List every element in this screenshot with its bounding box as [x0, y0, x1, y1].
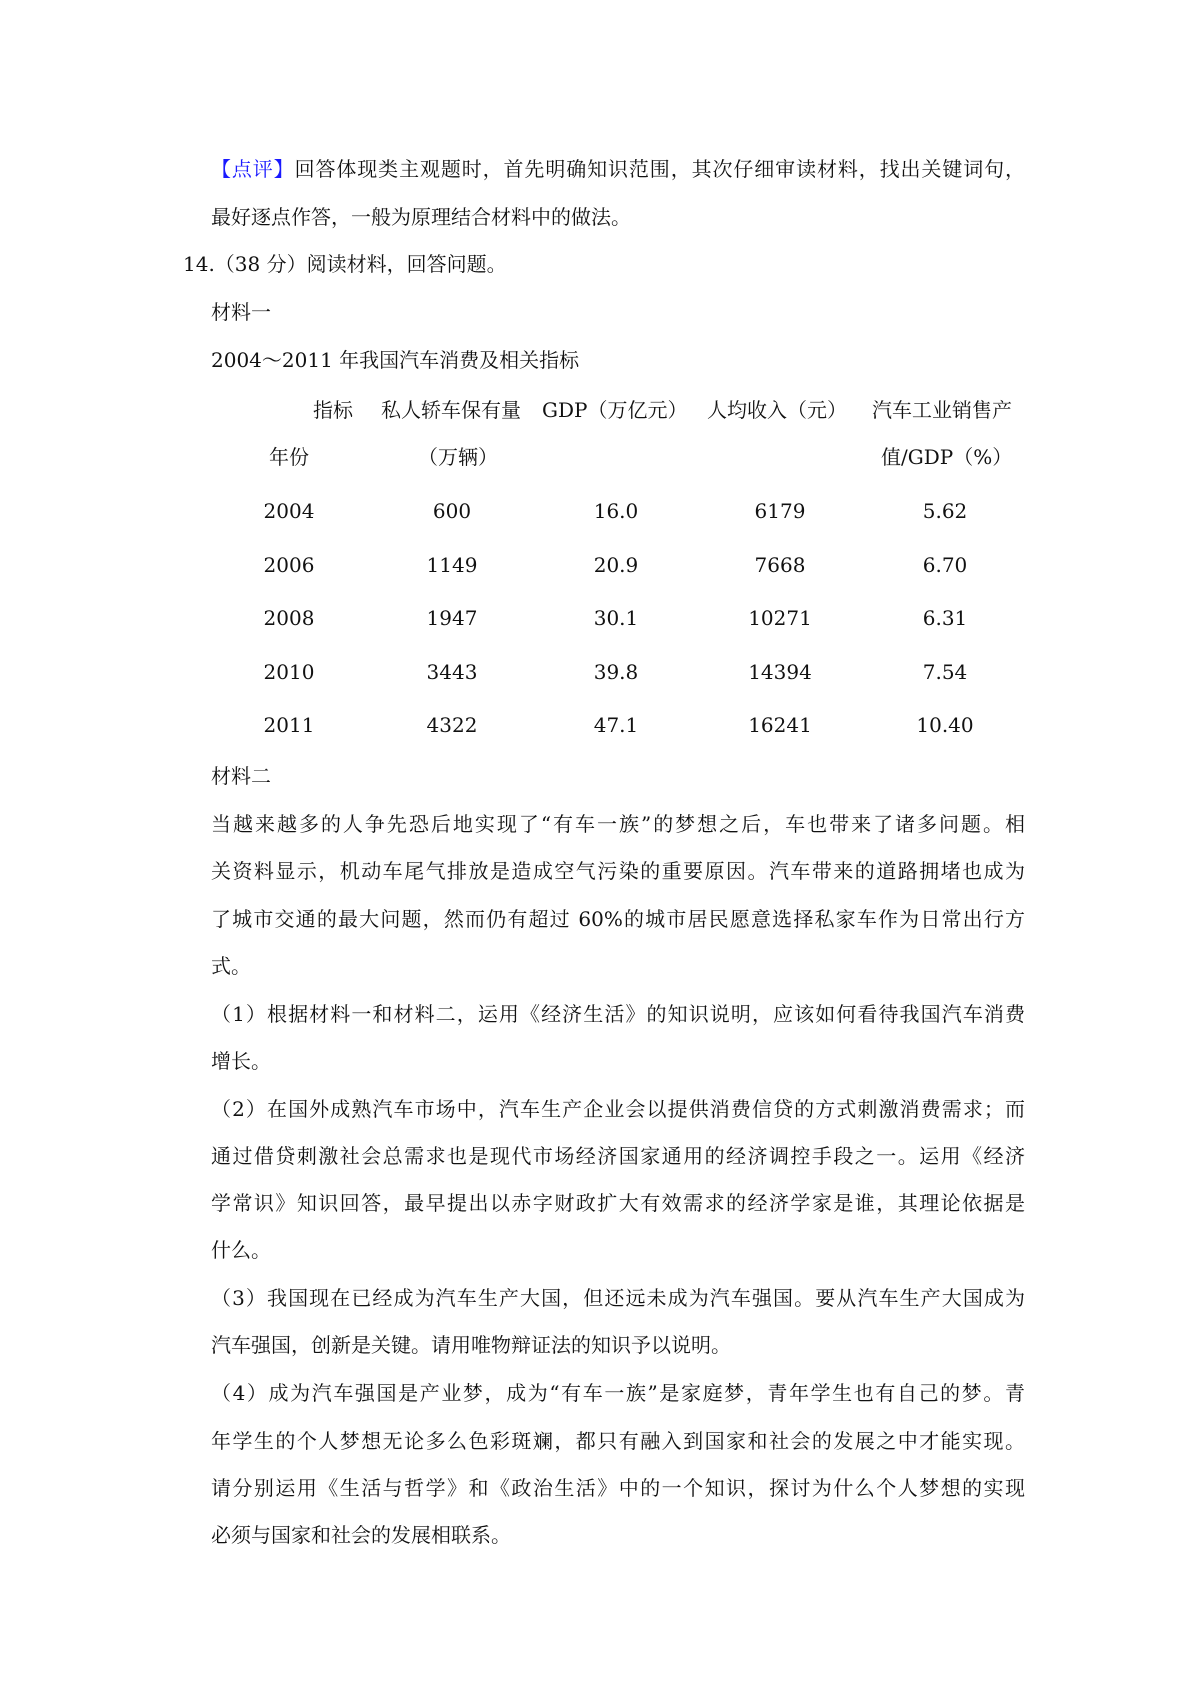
- table-cell-year: 2010: [263, 660, 315, 684]
- header-income: 人均收入（元）: [707, 398, 847, 422]
- sub2-line: 学常识》知识回答，最早提出以赤字财政扩大有效需求的经济学家是谁，其理论依据是: [211, 1191, 1025, 1215]
- table-cell: 6179: [754, 499, 806, 523]
- table-cell: 3443: [426, 660, 478, 684]
- header-cars-unit: （万辆）: [418, 445, 498, 469]
- comment-line-1: [211, 156, 1025, 182]
- table-cell: 30.1: [593, 606, 639, 630]
- sub2-line: 通过借贷刺激社会总需求也是现代市场经济国家通用的经济调控手段之一。运用《经济: [211, 1144, 1025, 1168]
- table-cell: 16.0: [593, 499, 639, 523]
- header-indicator: 指标: [313, 398, 353, 422]
- material2_lines-line: 关资料显示，机动车尾气排放是造成空气污染的重要原因。汽车带来的道路拥堵也成为: [211, 859, 1025, 883]
- comment-tag: 【点评】: [211, 157, 295, 181]
- material1-label: 材料一: [211, 300, 271, 324]
- sub4-line: 请分别运用《生活与哲学》和《政治生活》中的一个知识，探讨为什么个人梦想的实现: [211, 1476, 1025, 1500]
- table-cell: 4322: [426, 713, 478, 737]
- sub2-line: 什么。: [211, 1238, 271, 1262]
- table-cell: 1947: [426, 606, 478, 630]
- table-cell: 10.40: [916, 713, 974, 737]
- table-cell: 39.8: [593, 660, 639, 684]
- table-cell-year: 2004: [263, 499, 315, 523]
- table-cell: 14394: [748, 660, 812, 684]
- sub1-line: （1）根据材料一和材料二，运用《经济生活》的知识说明，应该如何看待我国汽车消费: [211, 1002, 1025, 1026]
- table-cell: 7.54: [922, 660, 968, 684]
- material2_lines-line: 式。: [211, 954, 251, 978]
- sub3-line: （3）我国现在已经成为汽车生产大国，但还远未成为汽车强国。要从汽车生产大国成为: [211, 1286, 1025, 1310]
- comment-text: 回答体现类主观题时，首先明确知识范围，其次仔细审读材料，找出关键词句，: [294, 157, 1025, 181]
- table-cell: 1149: [426, 553, 478, 577]
- material2_lines-line: 了城市交通的最大问题，然而仍有超过 60%的城市居民愿意选择私家车作为日常出行方: [211, 907, 1025, 931]
- sub4-line: 必须与国家和社会的发展相联系。: [211, 1523, 511, 1547]
- table-cell: 6.31: [922, 606, 968, 630]
- table-cell: 5.62: [922, 499, 968, 523]
- header-year: 年份: [269, 445, 309, 469]
- table-cell: 7668: [754, 553, 806, 577]
- table-cell: 47.1: [593, 713, 639, 737]
- table-title: 2004～2011 年我国汽车消费及相关指标: [211, 348, 580, 372]
- table-cell-year: 2006: [263, 553, 315, 577]
- table-cell: 20.9: [593, 553, 639, 577]
- header-auto-ratio: 汽车工业销售产: [872, 398, 1012, 422]
- table-cell-year: 2011: [263, 713, 315, 737]
- sub2-line: （2）在国外成熟汽车市场中，汽车生产企业会以提供消费信贷的方式刺激消费需求；而: [211, 1097, 1025, 1121]
- sub1-line: 增长。: [211, 1049, 271, 1073]
- material2-label: 材料二: [211, 764, 271, 788]
- material2_lines-line: 当越来越多的人争先恐后地实现了“有车一族”的梦想之后，车也带来了诸多问题。相: [211, 812, 1025, 836]
- header-cars: 私人轿车保有量: [381, 398, 521, 422]
- header-gdp: GDP（万亿元）: [542, 398, 688, 422]
- sub3-line: 汽车强国，创新是关键。请用唯物辩证法的知识予以说明。: [211, 1333, 731, 1357]
- sub4-line: （4）成为汽车强国是产业梦，成为“有车一族”是家庭梦，青年学生也有自己的梦。青: [211, 1381, 1025, 1405]
- table-cell: 16241: [748, 713, 812, 737]
- table-cell-year: 2008: [263, 606, 315, 630]
- comment-line-2: 最好逐点作答，一般为原理结合材料中的做法。: [211, 205, 631, 229]
- table-cell: 600: [432, 499, 472, 523]
- table-cell: 6.70: [922, 553, 968, 577]
- table-cell: 10271: [748, 606, 812, 630]
- sub4-line: 年学生的个人梦想无论多么色彩斑斓，都只有融入到国家和社会的发展之中才能实现。: [211, 1429, 1025, 1453]
- header-ratio-unit: 值/GDP（%）: [881, 445, 1013, 469]
- question-heading: 14.（38 分）阅读材料，回答问题。: [183, 252, 507, 276]
